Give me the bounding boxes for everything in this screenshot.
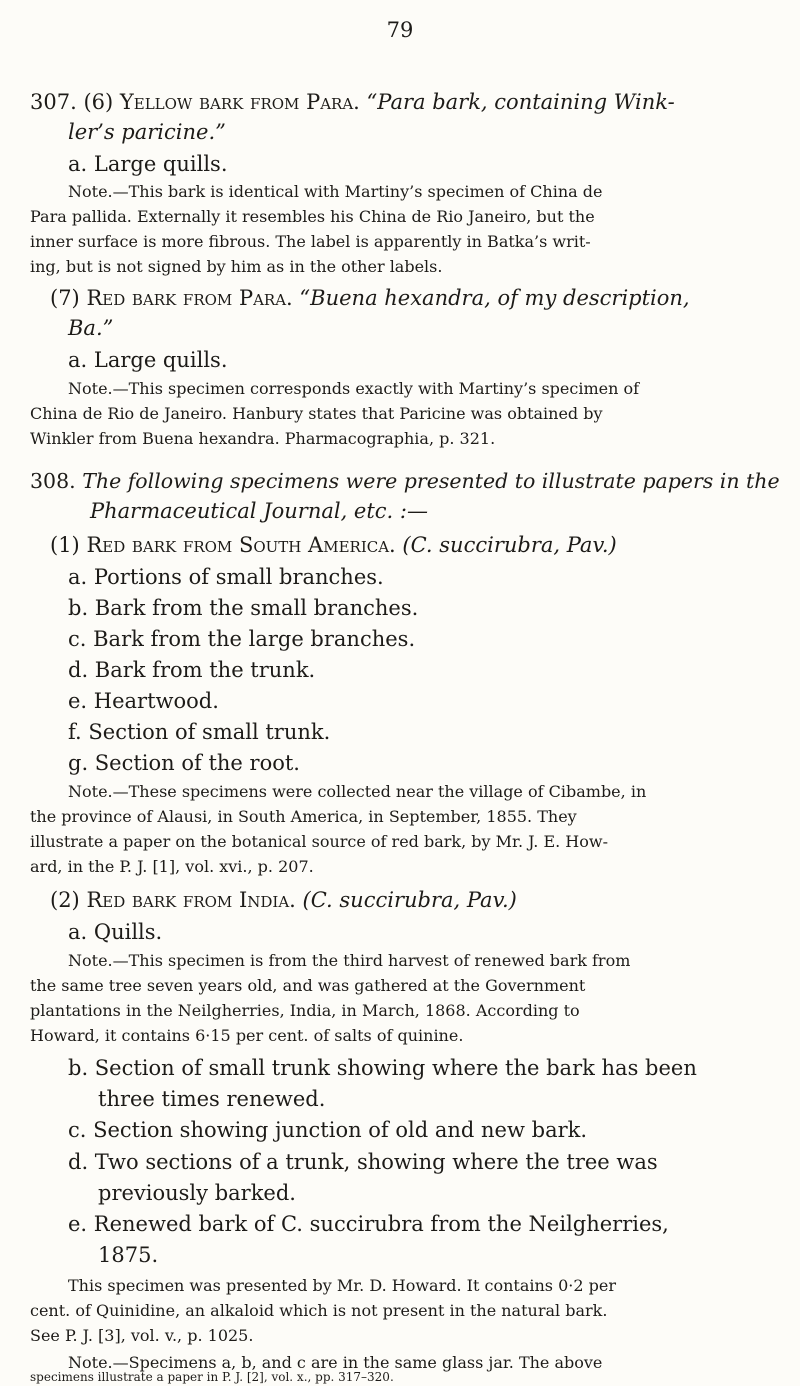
list-item-cont: previously barked. <box>98 1181 296 1205</box>
note-line: Note.—This bark is identical with Martiny’s specimen of China de <box>68 182 603 201</box>
para-line: cent. of Quinidine, an alkaloid which is not present in the natural bark. <box>30 1301 608 1320</box>
entry-number: 307. <box>30 90 77 114</box>
item-quote-cont: Ba.” <box>68 316 114 340</box>
item-title: Red bark from India. <box>86 888 296 912</box>
note-line: Howard, it contains 6·15 per cent. of salts of quinine. <box>30 1026 464 1045</box>
list-item: d. Two sections of a trunk, showing where the tree was <box>68 1150 658 1174</box>
item-2-heading <box>50 890 517 911</box>
list-item: d. Bark from the trunk. <box>68 658 316 682</box>
note-line: the province of Alausi, in South America, in September, 1855. They <box>30 807 577 826</box>
item-quote: “Buena hexandra, of my description, <box>299 286 690 310</box>
note-line: ing, but is not signed by him as in the other labels. <box>30 257 443 276</box>
para-line: See P. J. [3], vol. v., p. 1025. <box>30 1326 254 1345</box>
note-line: Note.—This specimen is from the third harvest of renewed bark from <box>68 951 631 970</box>
note-line: Para pallida. Externally it resembles his China de Rio Janeiro, but the <box>30 207 595 226</box>
item-species: (C. succirubra, Pav.) <box>402 533 617 557</box>
list-item: a. Large quills. <box>68 348 228 372</box>
list-item: b. Bark from the small branches. <box>68 596 419 620</box>
item-7-heading <box>50 288 690 309</box>
para-line: This specimen was presented by Mr. D. Howard. It contains 0·2 per <box>68 1276 616 1295</box>
note-line: Note.—These specimens were collected near the village of Cibambe, in <box>68 782 647 801</box>
note-line: the same tree seven years old, and was gathered at the Government <box>30 976 586 995</box>
note-line: inner surface is more fibrous. The label is apparently in Batka’s writ- <box>30 232 591 251</box>
item-quote-cont: ler’s paricine.” <box>68 120 226 144</box>
note-line: ard, in the P. J. [1], vol. xvi., p. 207. <box>30 857 314 876</box>
note-line: specimens illustrate a paper in P. J. [2], vol. x., pp. 317–320. <box>30 1370 394 1384</box>
list-item: g. Section of the root. <box>68 751 300 775</box>
item-title: Red bark from South America. <box>86 533 396 557</box>
item-title: Red bark from Para. <box>86 286 293 310</box>
item-number: (1) <box>50 533 80 557</box>
note-line: Note.—Specimens a, b, and c are in the same glass jar. The above <box>68 1353 603 1372</box>
entry-308-heading <box>30 471 780 492</box>
entry-intro-cont: Pharmaceutical Journal, etc. :— <box>90 499 428 523</box>
list-item: c. Bark from the large branches. <box>68 627 416 651</box>
note-line: Note.—This specimen corresponds exactly with Martiny’s specimen of <box>68 379 640 398</box>
list-item: a. Large quills. <box>68 152 228 176</box>
item-species: (C. succirubra, Pav.) <box>302 888 517 912</box>
note-line: Winkler from Buena hexandra. Pharmacographia, p. 321. <box>30 429 496 448</box>
entry-number: 308. <box>30 469 76 493</box>
list-item-cont: three times renewed. <box>98 1087 326 1111</box>
note-line: plantations in the Neilgherries, India, in March, 1868. According to <box>30 1001 580 1020</box>
entry-intro: The following specimens were presented to illustrate papers in the <box>82 469 780 493</box>
page-number: 79 <box>386 18 414 42</box>
item-number: (2) <box>50 888 80 912</box>
list-item: f. Section of small trunk. <box>68 720 331 744</box>
item-quote: “Para bark, containing Wink- <box>366 90 675 114</box>
list-item: e. Heartwood. <box>68 689 219 713</box>
item-number: (7) <box>50 286 80 310</box>
list-item: b. Section of small trunk showing where the bark has been <box>68 1056 697 1080</box>
note-line: China de Rio de Janeiro. Hanbury states that Paricine was obtained by <box>30 404 603 423</box>
list-item: e. Renewed bark of C. succirubra from the Neilgherries, <box>68 1212 669 1236</box>
item-1-heading <box>50 535 617 556</box>
item-number: (6) <box>83 90 114 114</box>
list-item: a. Portions of small branches. <box>68 565 384 589</box>
entry-307-heading <box>30 92 675 113</box>
list-item: c. Section showing junction of old and new bark. <box>68 1118 588 1142</box>
note-line: illustrate a paper on the botanical source of red bark, by Mr. J. E. How- <box>30 832 608 851</box>
list-item: a. Quills. <box>68 920 163 944</box>
list-item-cont: 1875. <box>98 1243 159 1267</box>
item-title: Yellow bark from Para. <box>119 90 360 114</box>
